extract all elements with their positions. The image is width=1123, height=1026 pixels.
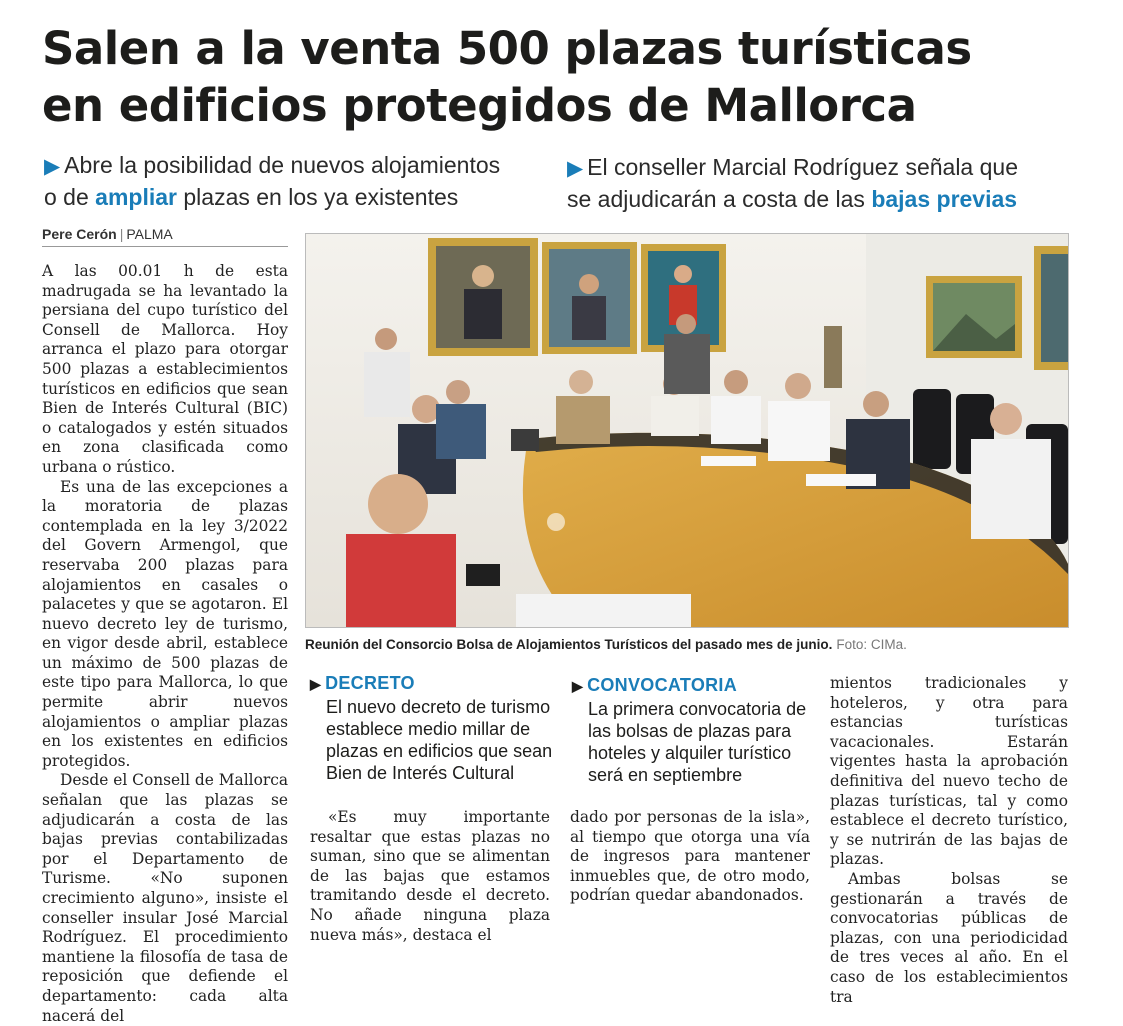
body-column-4	[830, 674, 1068, 1007]
paragraph: Es una de las excepciones a la moratoria de plazas contemplada en la ley 3/2022 del Govern Armengol, que reservaba 200 plazas para alojamientos en casales o palacetes y que se agotaron. El nuevo decreto ley de turismo, en vigor desde abril, establece un máximo de 500 plazas de este tipo para Mallorca, lo que permite abrir nuevos alojamientos o ampliar plazas en los existentes en edificios protegidos.	[42, 477, 288, 770]
subhead-left: ▶ Abre la posibilidad de nuevos alojamientos o de ampliar plazas en los ya existentes	[44, 152, 501, 210]
box-kicker: ▶ DECRETO	[310, 673, 415, 693]
headline-line-2: en edificios protegidos de Mallorca	[42, 79, 917, 132]
byline-location: PALMA	[126, 226, 173, 242]
paragraph: «Es muy importante resaltar que estas plazas no suman, sino que se alimentan de las bajas que estamos tramitando desde el decreto. No añade ninguna plaza nueva más», destaca el	[310, 808, 550, 944]
box-text: El nuevo decreto de turismo establece medio millar de plazas en edificios que sean Bien de Interés Cultural	[326, 697, 553, 783]
article-photo	[305, 233, 1069, 628]
trophy	[824, 326, 842, 388]
photo-caption	[305, 637, 1105, 652]
photo-credit: Foto: CIMa.	[836, 637, 907, 652]
triangle-bullet-icon: ▶	[572, 678, 584, 694]
box-text: La primera convocatoria de las bolsas de plazas para hoteles y alquiler turístico será en septiembre	[588, 699, 807, 785]
paragraph: dado por personas de la isla», al tiempo que otorga una vía de ingresos para mantener inmuebles que, de otro modo, podrían quedar abandonados.	[570, 808, 810, 905]
paragraph: Ambas bolsas se gestionarán a través de convocatorias públicas de plazas, con una periodicidad de tres veces al año. En el caso de los establecimientos tra	[830, 869, 1068, 1006]
headline-line-1: Salen a la venta 500 plazas turísticas	[42, 22, 972, 75]
highlight-box-convocatoria	[572, 675, 822, 786]
subhead-highlight: ampliar	[95, 184, 177, 210]
paragraph: Desde el Consell de Mallorca señalan que las plazas se adjudicarán a costa de las bajas previas contabilizadas por el Departamento de Turisme. «No suponen crecimiento alguno», insiste el conseller insular José Marcial Rodríguez. El procedimiento mantiene la filosofía de tasa de reposición que defiende el departamento: cada alta nacerá del	[42, 771, 288, 1025]
painting	[542, 242, 637, 354]
byline-author: Pere Cerón	[42, 226, 117, 242]
triangle-bullet-icon: ▶	[310, 676, 322, 692]
highlight-box-decreto	[310, 673, 555, 784]
body-column-1	[42, 262, 288, 1026]
paragraph: mientos tradicionales y hoteleros, y otra para estancias turísticas vacacionales. Estarán vigentes hasta la aprobación definitiva del nuevo techo de plazas turísticas, tal y como establece el decreto turístico, y se nutrirán de las bajas de plazas.	[830, 674, 1068, 869]
paragraph: A las 00.01 h de esta madrugada se ha levantado la persiana del cupo turístico del Consell de Mallorca. Hoy arranca el plazo para otorgar 500 plazas a establecimientos turísticos en edificios que sean Bien de Interés Cultural (BIC) o catalogados y estén situados en zona clasificada como urbana o rústico.	[42, 262, 288, 476]
triangle-bullet-icon: ▶	[567, 157, 584, 180]
triangle-bullet-icon: ▶	[44, 155, 61, 178]
byline: Pere Cerón | PALMA	[42, 226, 288, 247]
headline	[42, 20, 1102, 134]
caption-text: Reunión del Consorcio Bolsa de Alojamientos Turísticos del pasado mes de junio.	[305, 637, 833, 652]
subhead-highlight: bajas previas	[871, 186, 1018, 212]
body-column-2	[310, 808, 550, 945]
painting	[428, 238, 538, 356]
meeting-photo	[306, 234, 1068, 627]
subhead-right: ▶ El conseller Marcial Rodríguez señala que se adjudicarán a costa de las bajas previas	[567, 154, 1018, 212]
body-column-3	[570, 808, 810, 906]
box-kicker: ▶ CONVOCATORIA	[572, 675, 738, 695]
painting	[1034, 246, 1068, 370]
painting	[926, 276, 1022, 358]
